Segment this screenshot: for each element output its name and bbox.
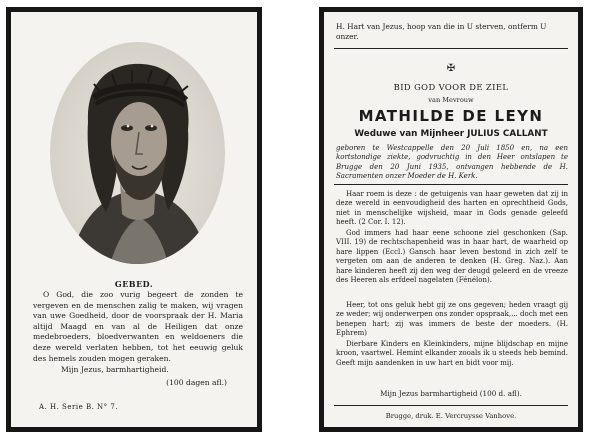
- paragraph-text: Dierbare Kinders en Kleinkinders, mijne blijdschap en mijne kroon, vaartwel. Hemint elkander zooals ik u steeds heb bemind. Geeft mijn aandenken in uw hart en bidt voor mij.: [336, 340, 568, 367]
- memorial-paragraph-1: [336, 190, 568, 228]
- prayer-paragraph: O God, die zoo vurig begeert de zonden te vergeven en de menschen zalig te maken, wij vragen van uwe Goedheid, door de voorspraak der H. Maria altijd Maagd en van al de Heiligen dat onze medebroeders, bloedverwanten en weldoeners die deze wereld verlaten hebben, tot het eeuwig geluk des hemels zouden mogen geraken.: [33, 290, 243, 363]
- deceased-name: MATHILDE DE LEYN: [358, 107, 544, 125]
- left-card: [6, 7, 262, 432]
- printer-imprint: Brugge, druk. E. Vercruysse Vanhove.: [385, 412, 517, 420]
- divider: [334, 184, 568, 185]
- widow-line: Weduwe van Mijnheer JULIUS CALLANT: [354, 129, 548, 139]
- paragraph-text: Heer, tot ons geluk hebt gij ze ons gegeven; heden vraagt gij ze weder; wij onderwerpen ons zonder opspraak,... doch met een benepen hart; zij was immers de beste der moeders. (H. Ephrem): [336, 301, 568, 338]
- memorial-paragraph-2: [336, 229, 568, 285]
- prayer-text: [33, 290, 243, 364]
- christ-portrait-image: [50, 42, 225, 264]
- series-label: A. H. Serie B. N° 7.: [39, 403, 119, 411]
- divider: [334, 48, 568, 49]
- memorial-paragraph-3: [336, 301, 568, 339]
- divider: [334, 405, 568, 406]
- prayer-title: GEBED.: [114, 279, 154, 289]
- prayer-signature: Mijn Jezus, barmhartigheid.: [61, 365, 169, 374]
- biography: geboren te Westcappelle den 20 Juli 1850 en, na een kortstondige ziekte, godvruchtig in den Heer ontslapen te Brugge den 20 Juni 1935, ontvangen hebbende de H. Sacramenten onzer Moeder de H. Kerk.: [336, 144, 568, 181]
- paragraph-text: Haar roem is deze : de getuigenis van haar geweten dat zij in deze wereld in eenvoudigheid des harten en oprechtheid Gods, niet in menschelijke wijsheid, maar in Gods genade geleefd heeft. (2 Cor. I. 12).: [336, 190, 568, 227]
- invocation-text: H. Hart van Jezus, hoop van die in U sterven, ontferm U onzer.: [336, 22, 547, 41]
- closing-signature: Mijn Jezus barmhartigheid (100 d. afl).: [380, 389, 522, 398]
- prayer-indulgence: (100 dagen afl.): [166, 378, 227, 387]
- right-card: [319, 7, 583, 432]
- from-label: van Mevrouw: [428, 96, 474, 104]
- cross-icon: ✠: [446, 63, 456, 74]
- pray-heading: BID GOD VOOR DE ZIEL: [393, 82, 509, 92]
- memorial-paragraph-4: [336, 340, 568, 368]
- paragraph-text: God immers had haar eene schoone ziel geschonken (Sap. VIII. 19) de rechtschapenheid was in haar hart, de waarheid op hare lippen (Eccl.) Gansch haar leven bestond in zich zelf te vergeten om aan de anderen te denken (H. Greg. Naz.). Aan hare kinderen heeft zij den weg der deugd geleerd en de vreeze des Heeren als erfdeel nagelaten (Fénélon).: [336, 229, 568, 285]
- christ-portrait-oval: [50, 42, 225, 264]
